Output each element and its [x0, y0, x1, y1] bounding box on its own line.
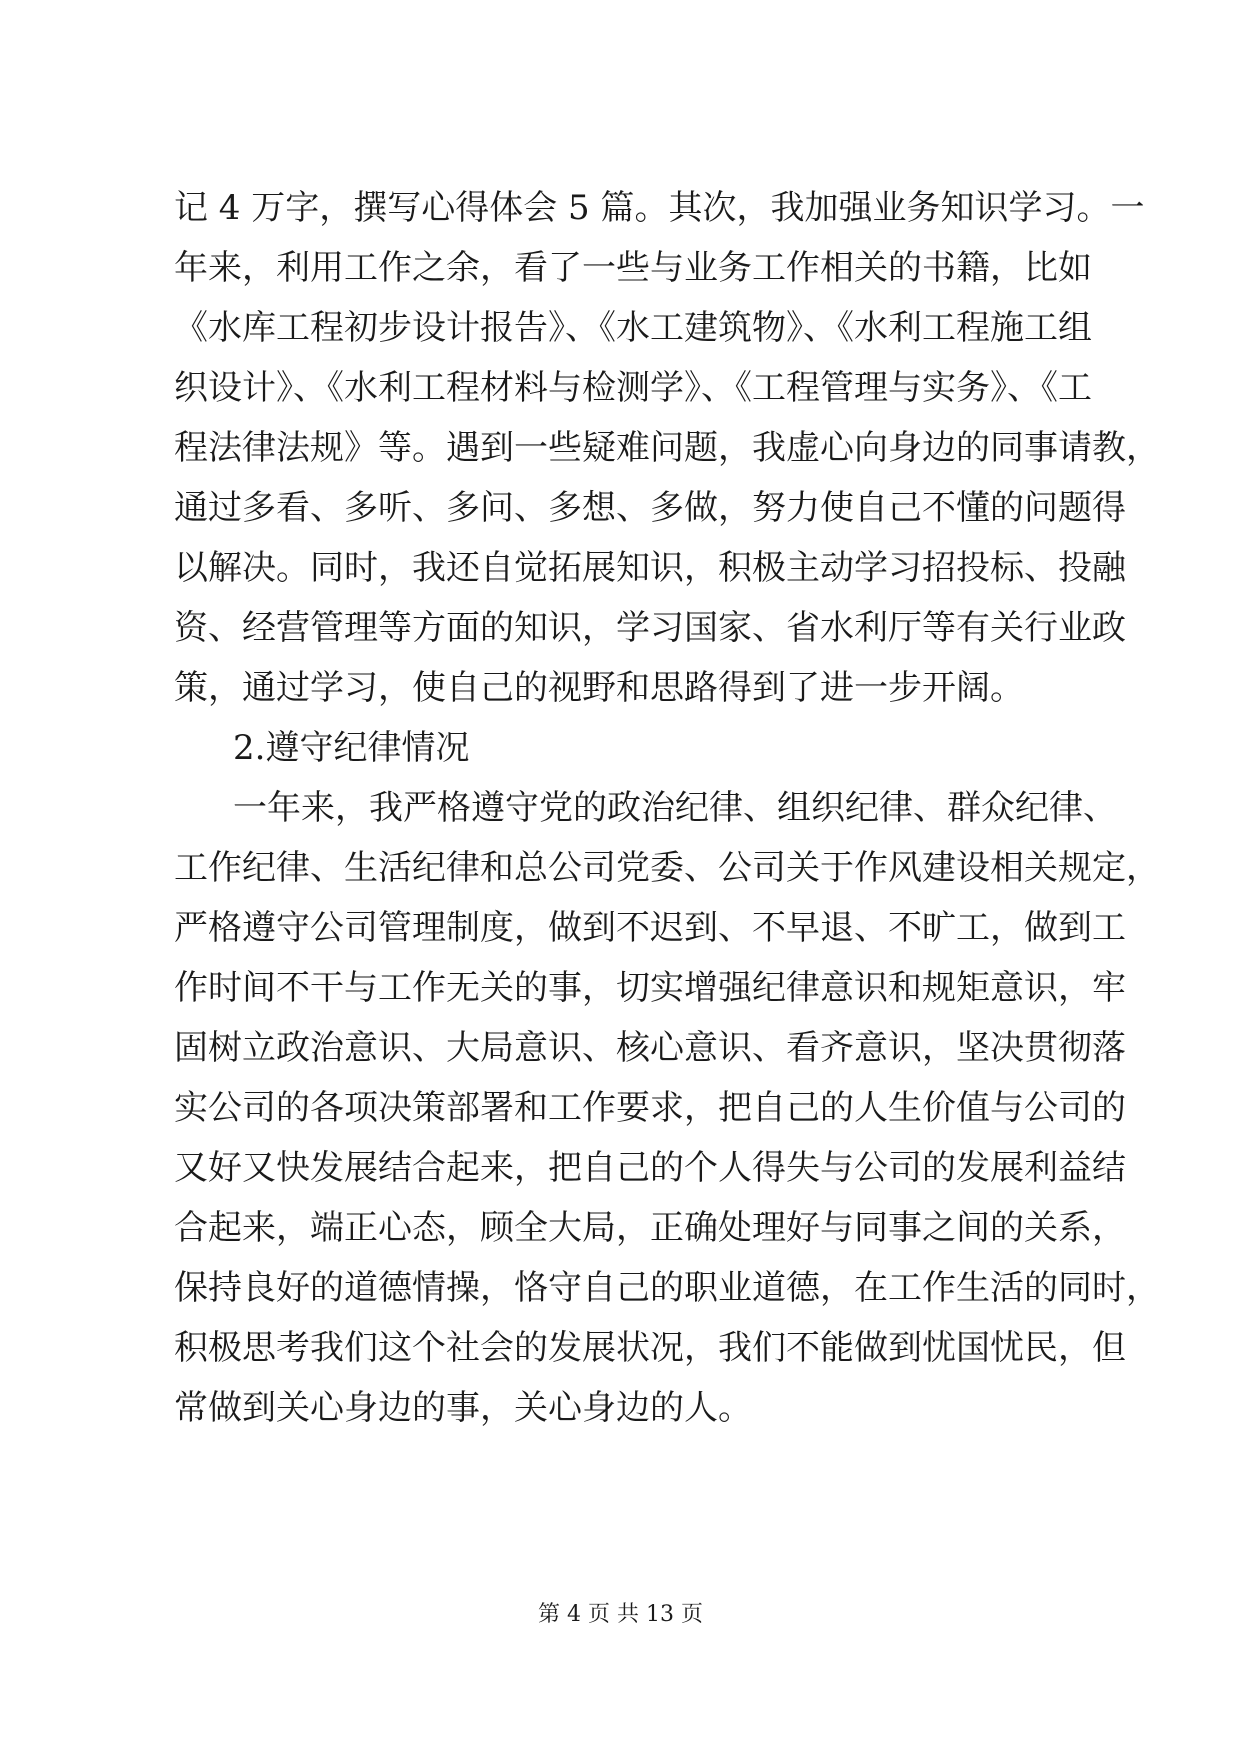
paragraph-line: 通过多看、多听、多问、多想、多做，努力使自己不懂的问题得: [174, 488, 1126, 528]
paragraph-line: 常做到关心身边的事，关心身边的人。: [174, 1388, 752, 1428]
paragraph-line: 严格遵守公司管理制度，做到不迟到、不早退、不旷工，做到工: [174, 908, 1126, 948]
paragraph-line: 年来，利用工作之余，看了一些与业务工作相关的书籍，比如: [174, 248, 1092, 288]
paragraph-line: 保持良好的道德情操，恪守自己的职业道德，在工作生活的同时，: [174, 1268, 1160, 1308]
paragraph-line: 一年来，我严格遵守党的政治纪律、组织纪律、群众纪律、: [233, 788, 1117, 828]
page-number-footer: 第 4 页 共 13 页: [538, 1602, 703, 1627]
section-heading: 2.遵守纪律情况: [233, 728, 470, 768]
paragraph-line: 作时间不干与工作无关的事，切实增强纪律意识和规矩意识，牢: [174, 968, 1126, 1008]
paragraph-line: 固树立政治意识、大局意识、核心意识、看齐意识，坚决贯彻落: [174, 1028, 1126, 1068]
paragraph-line: 织设计》、《水利工程材料与检测学》、《工程管理与实务》、《工: [174, 368, 1092, 408]
paragraph-line: 工作纪律、生活纪律和总公司党委、公司关于作风建设相关规定，: [174, 848, 1160, 888]
paragraph-line: 资、经营管理等方面的知识，学习国家、省水利厅等有关行业政: [174, 608, 1126, 648]
paragraph-line: 策，通过学习，使自己的视野和思路得到了进一步开阔。: [174, 668, 1024, 708]
paragraph-line: 记 4 万字，撰写心得体会 5 篇。其次，我加强业务知识学习。一: [174, 188, 1145, 228]
paragraph-line: 实公司的各项决策部署和工作要求，把自己的人生价值与公司的: [174, 1088, 1126, 1128]
paragraph-line: 以解决。同时，我还自觉拓展知识，积极主动学习招投标、投融: [174, 548, 1126, 588]
paragraph-line: 又好又快发展结合起来，把自己的个人得失与公司的发展利益结: [174, 1148, 1126, 1188]
paragraph-line: 《水库工程初步设计报告》、《水工建筑物》、《水利工程施工组: [174, 308, 1092, 348]
paragraph-line: 积极思考我们这个社会的发展状况，我们不能做到忧国忧民，但: [174, 1328, 1126, 1368]
paragraph-line: 合起来，端正心态，顾全大局，正确处理好与同事之间的关系，: [174, 1208, 1126, 1248]
paragraph-line: 程法律法规》等。遇到一些疑难问题，我虚心向身边的同事请教，: [174, 428, 1160, 468]
